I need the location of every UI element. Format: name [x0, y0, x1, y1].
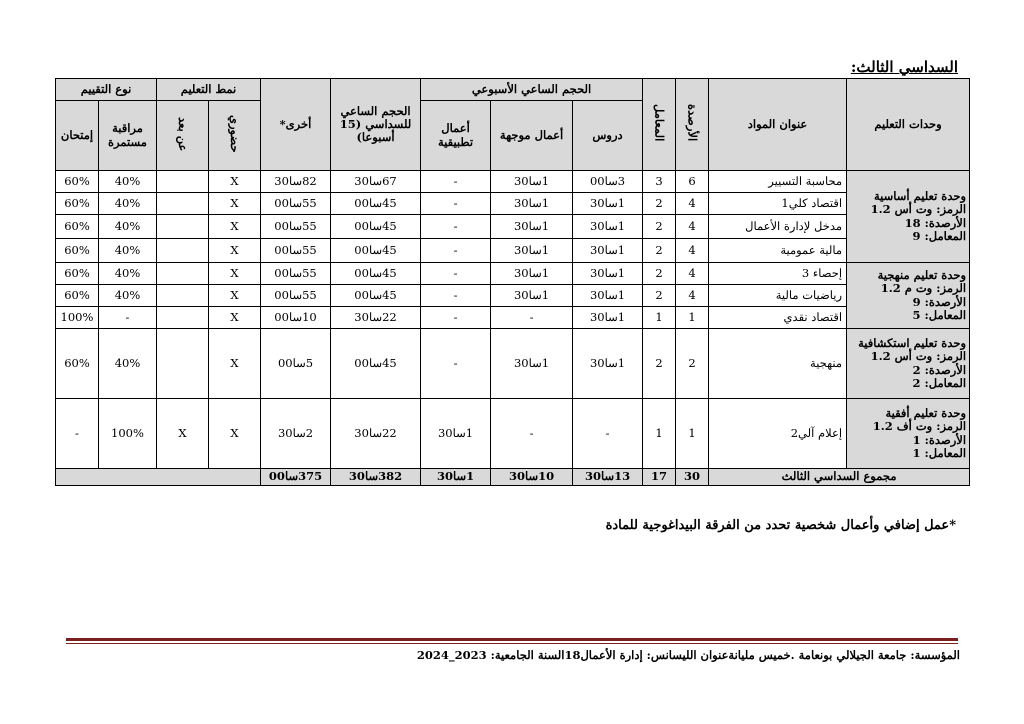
cell-other: 55سا00 [261, 193, 331, 215]
cell-coef: 1 [643, 307, 676, 329]
cell-practical: - [421, 307, 491, 329]
cell-practical: - [421, 329, 491, 399]
unit-line: الأرصدة: 18 [904, 215, 967, 230]
cell-practical: - [421, 193, 491, 215]
cell-presential: X [209, 285, 261, 307]
cell-exam: 100% [56, 307, 99, 329]
cell-semester: 45سا00 [331, 193, 421, 215]
cell-continuous: 100% [99, 399, 157, 469]
header-presential: حضوري [209, 101, 261, 171]
header-eval-type: نوع التقييم [56, 79, 157, 101]
cell-practical: - [421, 239, 491, 263]
cell-exam: 60% [56, 329, 99, 399]
page-title: السداسي الثالث: [850, 58, 958, 76]
totals-label: مجموع السداسي الثالث [709, 469, 970, 486]
cell-credits: 4 [676, 285, 709, 307]
cell-presential: X [209, 399, 261, 469]
cell-continuous: 40% [99, 171, 157, 193]
cell-directed: - [491, 399, 573, 469]
unit-line: الرمز: وت أس 1.2 [870, 202, 967, 217]
footer-text: المؤسسة: جامعة الجيلالي بونعامة .خميس مليانةعنوان الليسانس: إدارة الأعمال18السنة الجامعية: 2023_2024 [416, 648, 960, 662]
cell-exam: 60% [56, 239, 99, 263]
unit-line: الرمز: وت م 1.2 [880, 281, 967, 296]
cell-directed: 1سا30 [491, 193, 573, 215]
table-row [56, 307, 970, 329]
header-credits: الأرصدة [676, 79, 709, 171]
cell-coef: 2 [643, 263, 676, 285]
cell-coef: 2 [643, 215, 676, 239]
header-coef: المعامل [643, 79, 676, 171]
cell-continuous: 40% [99, 239, 157, 263]
unit-line: وحدة تعليم أساسية [874, 189, 967, 204]
unit-line: الأرصدة: 9 [912, 294, 967, 309]
cell-subject: محاسبة التسيير [709, 171, 847, 193]
unit-line: الرمز: وت أف 1.2 [872, 419, 967, 434]
cell-remote [157, 329, 209, 399]
unit-cell [847, 171, 970, 263]
cell-remote [157, 285, 209, 307]
cell-credits: 1 [676, 307, 709, 329]
unit-cell [847, 263, 970, 329]
cell-other: 55سا00 [261, 263, 331, 285]
header-units: وحدات التعليم [847, 79, 970, 171]
cell-other: 5سا00 [261, 329, 331, 399]
header-semester-volume: الحجم الساعي للسداسي (15 أسبوعا) [331, 79, 421, 171]
cell-remote: X [157, 399, 209, 469]
cell-lectures: 1سا30 [573, 307, 643, 329]
cell-other: 55سا00 [261, 215, 331, 239]
cell-subject: مالية عمومية [709, 239, 847, 263]
curriculum-table [55, 78, 970, 486]
totals-semester: 382سا30 [331, 469, 421, 486]
unit-cell [847, 329, 970, 399]
totals-empty [56, 469, 261, 486]
unit-line: المعامل: 1 [912, 445, 967, 460]
footer-rule-thin [66, 643, 958, 644]
cell-lectures: 1سا30 [573, 285, 643, 307]
cell-credits: 2 [676, 329, 709, 399]
cell-presential: X [209, 215, 261, 239]
cell-credits: 4 [676, 239, 709, 263]
cell-coef: 3 [643, 171, 676, 193]
cell-coef: 2 [643, 193, 676, 215]
totals-directed: 10سا30 [491, 469, 573, 486]
unit-line: الأرصدة: 2 [912, 362, 967, 377]
cell-other: 55سا00 [261, 239, 331, 263]
unit-line: المعامل: 2 [912, 375, 967, 390]
totals-practical: 1سا30 [421, 469, 491, 486]
table-row [56, 193, 970, 215]
table-row [56, 215, 970, 239]
cell-continuous: - [99, 307, 157, 329]
cell-exam: 60% [56, 171, 99, 193]
cell-directed: 1سا30 [491, 329, 573, 399]
header-weekly-volume: الحجم الساعي الأسبوعي [421, 79, 643, 101]
cell-coef: 2 [643, 239, 676, 263]
cell-other: 2سا30 [261, 399, 331, 469]
cell-lectures: 1سا30 [573, 263, 643, 285]
unit-line: وحدة تعليم أفقية [885, 406, 967, 421]
header-exam: إمتحان [56, 101, 99, 171]
cell-lectures: 1سا30 [573, 215, 643, 239]
cell-semester: 22سا30 [331, 399, 421, 469]
cell-credits: 4 [676, 193, 709, 215]
cell-continuous: 40% [99, 215, 157, 239]
cell-semester: 45سا00 [331, 285, 421, 307]
cell-lectures: 3سا00 [573, 171, 643, 193]
totals-credits: 30 [676, 469, 709, 486]
cell-other: 55سا00 [261, 285, 331, 307]
cell-subject: إعلام آلي2 [709, 399, 847, 469]
cell-practical: - [421, 263, 491, 285]
cell-presential: X [209, 239, 261, 263]
cell-exam: 60% [56, 193, 99, 215]
cell-presential: X [209, 193, 261, 215]
cell-directed: 1سا30 [491, 285, 573, 307]
unit-line: الرمز: وت أس 1.2 [870, 349, 967, 364]
unit-line: وحدة تعليم استكشافية [858, 336, 967, 351]
cell-lectures: 1سا30 [573, 239, 643, 263]
table-row [56, 263, 970, 285]
cell-coef: 2 [643, 329, 676, 399]
cell-coef: 2 [643, 285, 676, 307]
cell-exam: 60% [56, 263, 99, 285]
unit-line: المعامل: 9 [912, 228, 967, 243]
cell-subject: رياضيات مالية [709, 285, 847, 307]
cell-lectures: 1سا30 [573, 193, 643, 215]
cell-presential: X [209, 307, 261, 329]
cell-lectures: - [573, 399, 643, 469]
totals-coef: 17 [643, 469, 676, 486]
cell-subject: اقتصاد نقدي [709, 307, 847, 329]
cell-exam: 60% [56, 285, 99, 307]
table-row [56, 399, 970, 469]
cell-practical: - [421, 285, 491, 307]
table-row [56, 285, 970, 307]
cell-directed: - [491, 307, 573, 329]
cell-remote [157, 171, 209, 193]
cell-semester: 45سا00 [331, 263, 421, 285]
cell-remote [157, 239, 209, 263]
cell-practical: - [421, 171, 491, 193]
cell-remote [157, 307, 209, 329]
footnote: *عمل إضافي وأعمال شخصية تحدد من الفرقة البيداغوجية للمادة [605, 518, 956, 533]
footer-rule [66, 638, 958, 641]
unit-line: الأرصدة: 1 [912, 432, 967, 447]
unit-line: المعامل: 5 [912, 307, 967, 322]
header-lectures: دروس [573, 101, 643, 171]
header-practical: أعمال تطبيقية [421, 101, 491, 171]
cell-continuous: 40% [99, 285, 157, 307]
cell-semester: 22سا30 [331, 307, 421, 329]
totals-other: 375سا00 [261, 469, 331, 486]
table-row [56, 171, 970, 193]
unit-cell [847, 399, 970, 469]
cell-remote [157, 193, 209, 215]
cell-remote [157, 215, 209, 239]
header-directed: أعمال موجهة [491, 101, 573, 171]
header-remote: عن بعد [157, 101, 209, 171]
cell-presential: X [209, 329, 261, 399]
header-other: أخرى* [261, 79, 331, 171]
cell-subject: اقتصاد كلي1 [709, 193, 847, 215]
cell-semester: 45سا00 [331, 329, 421, 399]
cell-presential: X [209, 263, 261, 285]
cell-practical: 1سا30 [421, 399, 491, 469]
cell-other: 82سا30 [261, 171, 331, 193]
header-continuous: مراقبة مستمرة [99, 101, 157, 171]
cell-practical: - [421, 215, 491, 239]
cell-credits: 1 [676, 399, 709, 469]
cell-exam: 60% [56, 215, 99, 239]
header-teaching-mode: نمط التعليم [157, 79, 261, 101]
cell-directed: 1سا30 [491, 239, 573, 263]
cell-continuous: 40% [99, 329, 157, 399]
cell-semester: 45سا00 [331, 215, 421, 239]
cell-coef: 1 [643, 399, 676, 469]
cell-directed: 1سا30 [491, 171, 573, 193]
cell-semester: 67سا30 [331, 171, 421, 193]
cell-exam: - [56, 399, 99, 469]
cell-subject: إحصاء 3 [709, 263, 847, 285]
totals-lectures: 13سا30 [573, 469, 643, 486]
cell-directed: 1سا30 [491, 215, 573, 239]
cell-continuous: 40% [99, 193, 157, 215]
cell-directed: 1سا30 [491, 263, 573, 285]
cell-semester: 45سا00 [331, 239, 421, 263]
cell-remote [157, 263, 209, 285]
table-row [56, 329, 970, 399]
cell-other: 10سا00 [261, 307, 331, 329]
cell-continuous: 40% [99, 263, 157, 285]
header-subjects: عنوان المواد [709, 79, 847, 171]
cell-subject: منهجية [709, 329, 847, 399]
unit-line: وحدة تعليم منهجية [877, 268, 967, 283]
cell-presential: X [209, 171, 261, 193]
cell-credits: 4 [676, 215, 709, 239]
cell-subject: مدخل لإدارة الأعمال [709, 215, 847, 239]
table-row [56, 239, 970, 263]
cell-credits: 4 [676, 263, 709, 285]
totals-row [56, 469, 970, 486]
cell-credits: 6 [676, 171, 709, 193]
cell-lectures: 1سا30 [573, 329, 643, 399]
